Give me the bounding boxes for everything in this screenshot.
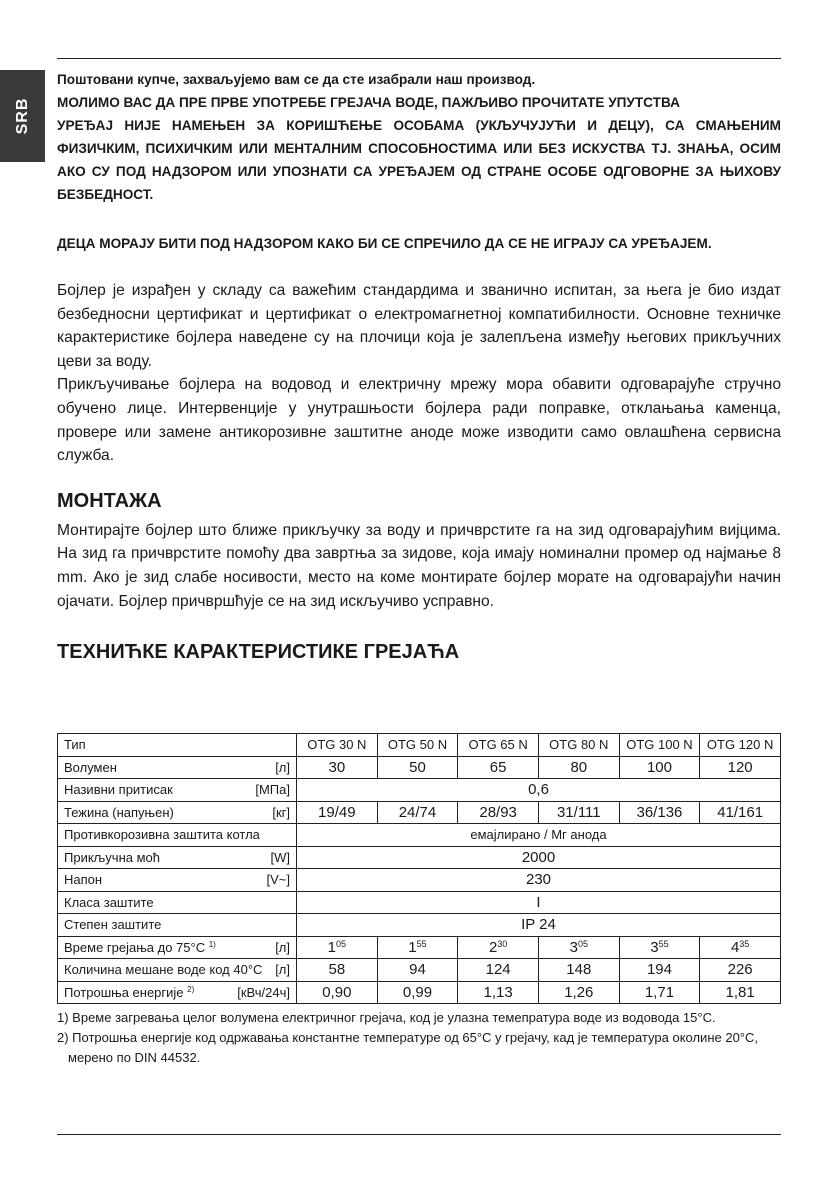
value-cell: 0,6 — [297, 779, 781, 802]
row-unit: [W] — [270, 849, 290, 865]
bottom-rule — [57, 1134, 781, 1135]
value-cell: 31/111 — [538, 801, 619, 824]
footnote-1: 1) Време загревања целог волумена електричног грејача, код је улазна темепратура воде из водовода 15°C. — [57, 1010, 716, 1025]
page-content — [57, 68, 781, 664]
value-cell: 1,81 — [700, 981, 781, 1004]
intro-usage-restriction: УРЕЂАЈ НИЈЕ НАМЕЊЕН ЗА КОРИШЋЕЊЕ ОСОБАМА (УКЉУЧУЈУЋИ И ДЕЦУ), СА СМАЊЕНИМ ФИЗИЧКИМ, ПСИХИЧКИМ ИЛИ МЕНТАЛНИМ СПОСОБНОСТИМА ИЛИ БЕЗ ИСКУСТВА TJ. ЗНАЊА, ОСИМ АКО СУ ПОД НАДЗОРОМ ИЛИ УПОЗНАТИ СА УРЕЂАЈЕМ ОД СТРАНЕ ОСОБЕ ОДГОВОРНЕ ЗА ЊИХОВУ БЕЗБЕДНОСТ. — [57, 118, 781, 202]
row-label: Тип — [58, 734, 297, 757]
footnotes — [57, 1008, 781, 1068]
value-cell: 30 — [297, 756, 378, 779]
footnote-mark: 1) — [208, 939, 216, 949]
value-cell: 1,13 — [458, 981, 539, 1004]
language-tab-label: SRB — [13, 97, 31, 135]
value-cell: 28/93 — [458, 801, 539, 824]
montaza-heading: МОНТАЖА — [57, 489, 162, 512]
row-label: Називни притисак [МПа] — [58, 779, 297, 802]
row-label: Тежина (напуњен) [кг] — [58, 801, 297, 824]
value-cell: 148 — [538, 959, 619, 982]
top-rule — [57, 58, 781, 59]
row-label: Класа заштите — [58, 891, 297, 914]
table-row — [58, 756, 781, 779]
montaza-section — [57, 519, 781, 613]
value-cell: 24/74 — [377, 801, 458, 824]
montaza-text: Монтирајте бојлер што ближе прикључку за воду и причврстите га на зид одговарајућим вијцима. На зид га причврстите помоћу два завртња за зидове, која имају номинални промер од најмање 8 mm. Ако је зид слабе носивости, место на коме монтирате бојлер морате на одговарајући начин ојачати. Бојлер причвршћује се на зид искључиво усправно. — [57, 521, 781, 610]
value-cell: $1^{05}$ — [297, 936, 378, 959]
value-cell: 100 — [619, 756, 700, 779]
value-cell: 124 — [458, 959, 539, 982]
table-row — [58, 959, 781, 982]
value-cell: 120 — [700, 756, 781, 779]
value-cell: 58 — [297, 959, 378, 982]
row-unit: [V~] — [266, 872, 290, 888]
table-row — [58, 824, 781, 847]
value-cell: $1^{55}$ — [377, 936, 458, 959]
table-row — [58, 779, 781, 802]
value-cell: 94 — [377, 959, 458, 982]
row-label: Противкорозивна заштита котла — [58, 824, 297, 847]
row-label: Напон [V~] — [58, 869, 297, 892]
row-label: Волумен [л] — [58, 756, 297, 779]
safety-intro — [57, 68, 781, 206]
footnote-2: 2) Потрошња енергије код одржавања константне температуре од 65°C у грејачу, кад је температура околине 20°C, — [57, 1030, 758, 1045]
table-row — [58, 801, 781, 824]
row-label: Потрошња енергије $^{2)}$ [кВч/24ч] — [58, 981, 297, 1004]
row-unit: [л] — [275, 962, 290, 978]
value-cell: 1,26 — [538, 981, 619, 1004]
model-cell: OTG 50 N — [377, 734, 458, 757]
table-row — [58, 914, 781, 937]
paragraph-certification: Бојлер је израђен у складу са важећим стандардима и званично испитан, за њега је био издат безбедносни цертификат и цертификат о електромагнетној компатибилности. Основне техничке карактеристике бојлера наведене су на плочици која је залепљена између његових прикључних цеви за воду. — [57, 282, 781, 370]
intro-greeting: Поштовани купче, захваљујемо вам се да сте изабрали наш производ. — [57, 72, 536, 87]
intro-read-instructions: МОЛИМО ВАС ДА ПРЕ ПРВЕ УПОТРЕБЕ ГРЕЈАЧА ВОДЕ, ПАЖЉИВО ПРОЧИТАТЕ УПУТСТВА — [57, 95, 680, 110]
table-row — [58, 734, 781, 757]
value-cell: 226 — [700, 959, 781, 982]
model-cell: OTG 120 N — [700, 734, 781, 757]
value-cell: 0,99 — [377, 981, 458, 1004]
spec-section — [57, 733, 781, 1068]
table-row — [58, 846, 781, 869]
row-unit: [л] — [275, 759, 290, 775]
children-warning: ДЕЦА МОРАЈУ БИТИ ПОД НАДЗОРОМ КАКО БИ СЕ СПРЕЧИЛО ДА СЕ НЕ ИГРАЈУ СА УРЕЂАЈЕМ. — [57, 236, 712, 251]
model-cell: OTG 100 N — [619, 734, 700, 757]
paragraph-installation-service: Прикључивање бојлера на водовод и електричну мрежу мора обавити одговарајуће стручно обучено лице. Интервенције у унутрашњости бојлера ради поправке, отклањања каменца, провере или замене антикорозивне заштитне аноде може изводити само овлашћена сервисна служба. — [57, 376, 781, 465]
row-unit: [л] — [275, 939, 290, 955]
model-cell: OTG 30 N — [297, 734, 378, 757]
value-cell: 36/136 — [619, 801, 700, 824]
value-cell: I — [297, 891, 781, 914]
value-cell: $3^{55}$ — [619, 936, 700, 959]
row-label: Количина мешане воде код 40°C [л] — [58, 959, 297, 982]
value-cell: 65 — [458, 756, 539, 779]
table-row — [58, 891, 781, 914]
row-unit: [кг] — [272, 804, 290, 820]
table-row — [58, 981, 781, 1004]
spec-table — [57, 733, 781, 1004]
value-cell: $2^{30}$ — [458, 936, 539, 959]
table-row — [58, 869, 781, 892]
footnote-2-cont: мерено по DIN 44532. — [68, 1050, 201, 1065]
tech-specs-heading: ТЕХНИЋКЕ КАРАКТЕРИСТИКЕ ГРЕЈАЋА — [57, 641, 460, 664]
table-row — [58, 936, 781, 959]
row-label: Степен заштите — [58, 914, 297, 937]
value-cell: $4^{35}$ — [700, 936, 781, 959]
row-label: Прикључна моћ [W] — [58, 846, 297, 869]
value-cell: IP 24 — [297, 914, 781, 937]
value-cell: 0,90 — [297, 981, 378, 1004]
row-unit: [МПа] — [255, 782, 290, 798]
language-tab — [0, 70, 45, 162]
model-cell: OTG 65 N — [458, 734, 539, 757]
row-label: Време грејања до 75°C $^{1)}$ [л] — [58, 936, 297, 959]
value-cell: 41/161 — [700, 801, 781, 824]
value-cell: 19/49 — [297, 801, 378, 824]
general-info — [57, 279, 781, 468]
value-cell: 80 — [538, 756, 619, 779]
footnote-mark: 2) — [187, 984, 195, 994]
value-cell: 50 — [377, 756, 458, 779]
row-unit: [кВч/24ч] — [237, 984, 290, 1000]
value-cell: 2000 — [297, 846, 781, 869]
value-cell: 194 — [619, 959, 700, 982]
value-cell: 1,71 — [619, 981, 700, 1004]
model-cell: OTG 80 N — [538, 734, 619, 757]
value-cell: 230 — [297, 869, 781, 892]
value-cell: $3^{05}$ — [538, 936, 619, 959]
value-cell: емајлирано / Мг анода — [297, 824, 781, 847]
